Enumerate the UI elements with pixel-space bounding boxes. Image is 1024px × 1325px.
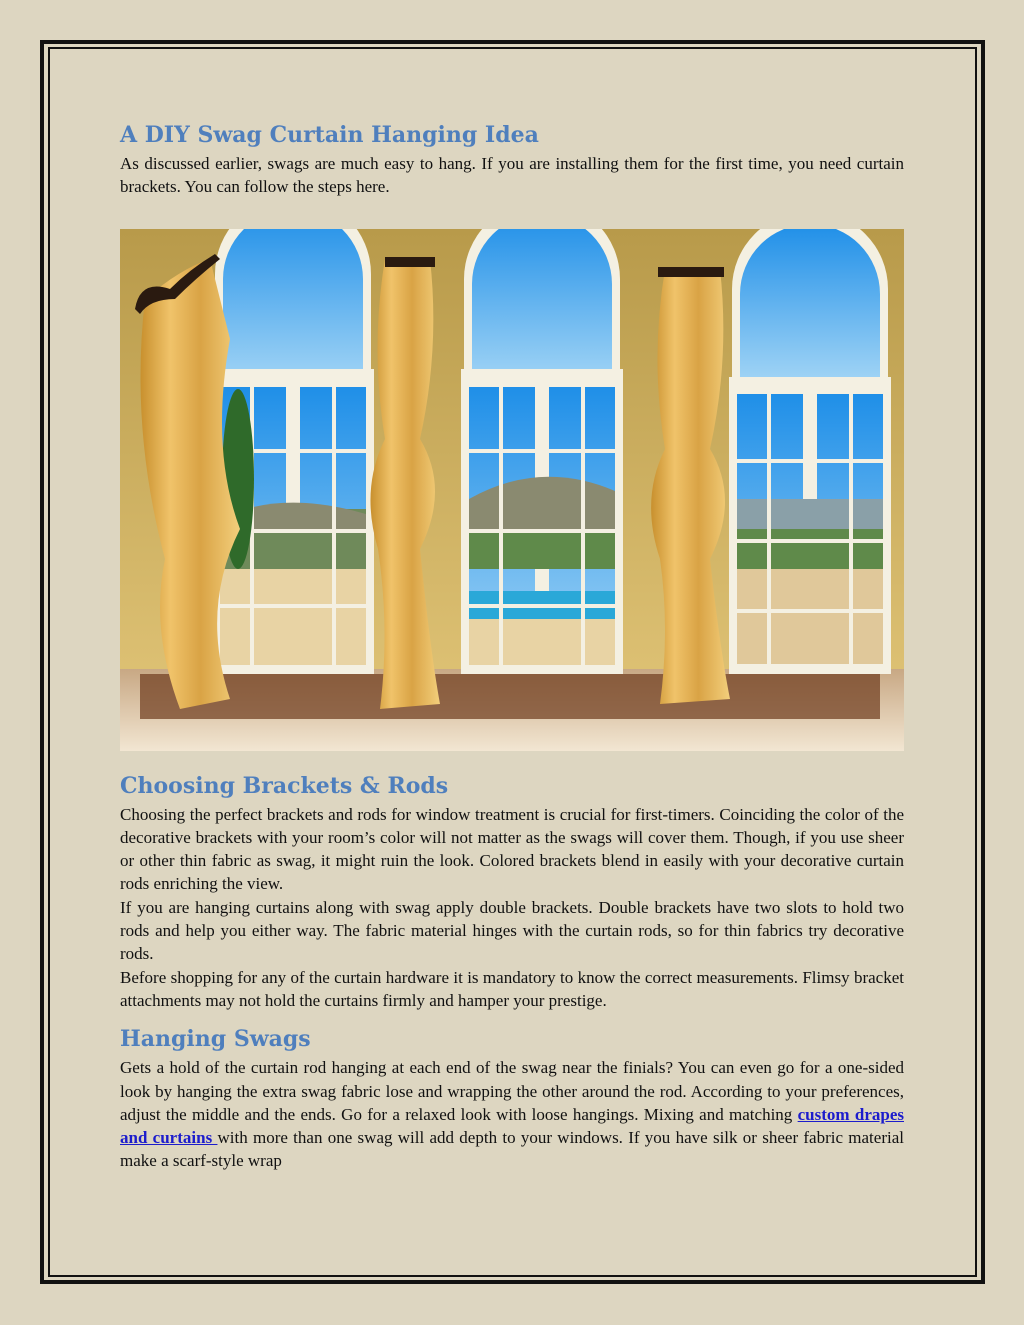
text-after-link: with more than one swag will add depth to your windows. If you have silk or sheer fabric material make a scarf-style wrap bbox=[120, 1128, 904, 1171]
section-diy-swag bbox=[120, 118, 904, 199]
heading-diy-swag: A DIY Swag Curtain Hanging Idea bbox=[120, 122, 539, 148]
paragraph-brackets-2: If you are hanging curtains along with swag apply double brackets. Double brackets have two slots to hold two rods and help you either way. The fabric material hinges with the curtain rods, so for thin fabrics try decorative rods. bbox=[120, 897, 904, 964]
paragraph-hanging-swags bbox=[120, 1056, 904, 1172]
paragraph-intro: As discussed earlier, swags are much easy to hang. If you are installing them for the first time, you need curtain brackets. You can follow the steps here. bbox=[120, 154, 904, 197]
heading-hanging-swags: Hanging Swags bbox=[120, 1026, 311, 1053]
document-content bbox=[120, 118, 904, 1173]
heading-brackets-rods: Choosing Brackets & Rods bbox=[120, 772, 449, 799]
section-brackets-rods bbox=[120, 769, 904, 1013]
text-before-link: Gets a hold of the curtain rod hanging at each end of the swag near the finials? You can even go for a one-sided look by hanging the extra swag fabric lose and wrapping the other around the rod. According to your preferences, adjust the middle and the ends. Go for a relaxed look with loose hangings. Mixing and matching bbox=[120, 1058, 904, 1124]
section-hanging-swags bbox=[120, 1022, 904, 1172]
photo-arched-windows-swag-curtains bbox=[120, 229, 904, 751]
paragraph-brackets-3: Before shopping for any of the curtain hardware it is mandatory to know the correct measurements. Flimsy bracket attachments may not hold the curtains firmly and hamper your prestige. bbox=[120, 967, 904, 1010]
window-right bbox=[729, 229, 891, 674]
link-custom-drapes[interactable]: custom drapes and curtains bbox=[120, 1104, 904, 1148]
paragraph-brackets-1: Choosing the perfect brackets and rods for window treatment is crucial for first-timers. Coinciding the color of the decorative brackets with your room’s color will not matter as the swags will cover them. Though, if you use sheer or other thin fabric as swag, it might ruin the look. Colored brackets blend in easily with your decorative curtain rods enriching the view. bbox=[120, 804, 904, 894]
